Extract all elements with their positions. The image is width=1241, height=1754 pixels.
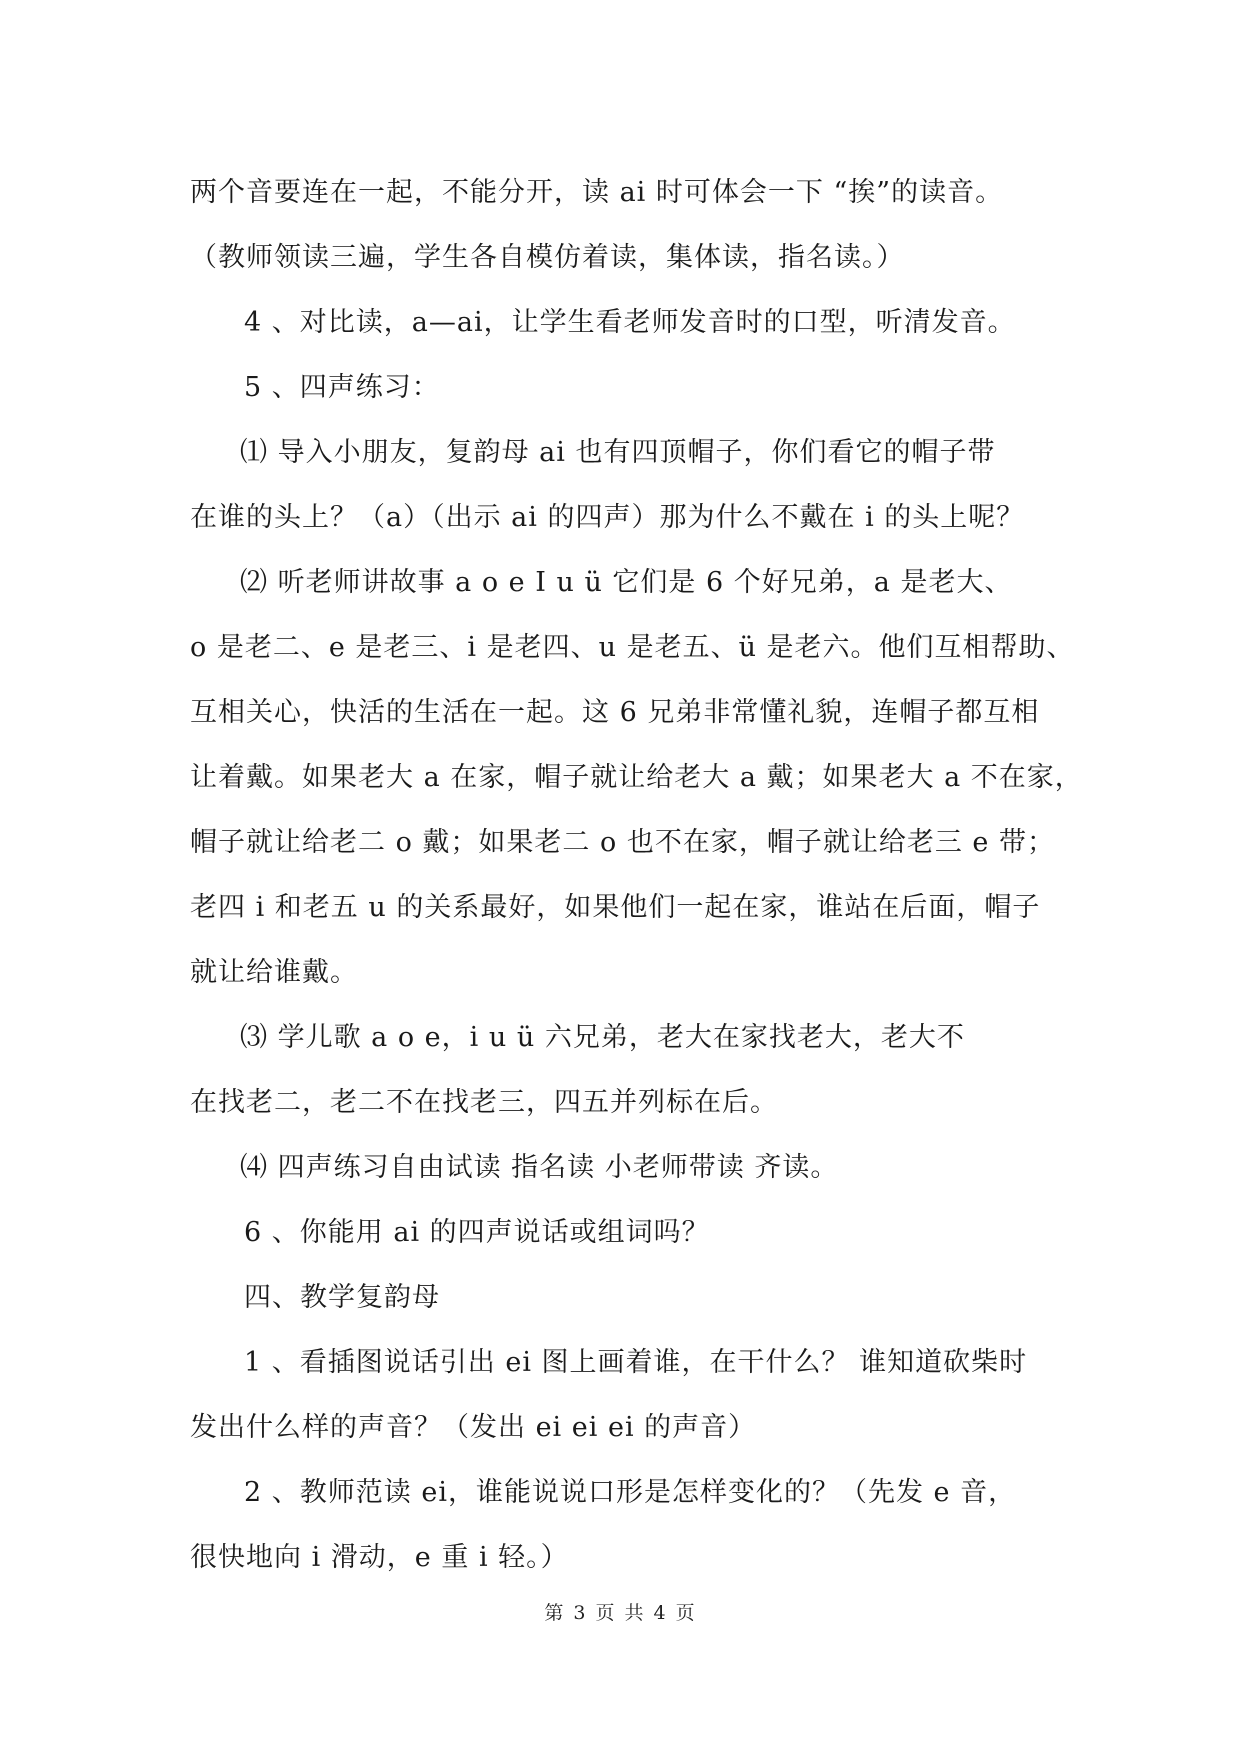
text-line: 帽子就让给老二 o 戴；如果老二 o 也不在家，帽子就让给老三 e 带； [190,827,1055,858]
page-number: 第 3 页 共 4 页 [544,1602,697,1624]
text-line: 4 、对比读，a—ai，让学生看老师发音时的口型，听清发音。 [244,307,1016,338]
text-line: 很快地向 i 滑动，e 重 i 轻。） [190,1542,569,1573]
text-line: o 是老二、e 是老三、i 是老四、u 是老五、ü 是老六。他们互相帮助、 [190,632,1075,663]
text-line: 就让给谁戴。 [190,957,358,988]
text-line: 2 、教师范读 ei，谁能说说口形是怎样变化的？（先发 e 音， [244,1477,1017,1508]
text-line: ⑷ 四声练习自由试读 指名读 小老师带读 齐读。 [240,1152,839,1183]
text-line: 在找老二，老二不在找老三，四五并列标在后。 [190,1087,778,1118]
text-line: 老四 i 和老五 u 的关系最好，如果他们一起在家，谁站在后面，帽子 [190,892,1041,923]
text-line: 互相关心，快活的生活在一起。这 6 兄弟非常懂礼貌，连帽子都互相 [190,697,1040,728]
text-line: 让着戴。如果老大 a 在家，帽子就让给老大 a 戴；如果老大 a 不在家， [190,762,1083,793]
text-line: 发出什么样的声音？（发出 ei ei ei 的声音） [190,1412,757,1443]
text-line: 四、教学复韵母 [244,1282,440,1313]
text-line: 5 、四声练习： [244,372,440,403]
text-line: 在谁的头上？（a）（出示 ai 的四声）那为什么不戴在 i 的头上呢？ [190,502,1025,533]
text-line: （教师领读三遍，学生各自模仿着读，集体读，指名读。） [190,242,905,273]
text-line: 两个音要连在一起，不能分开，读 ai 时可体会一下 “挨”的读音。 [190,177,1004,208]
text-line: ⑵ 听老师讲故事 a o e I u ü 它们是 6 个好兄弟，a 是老大、 [240,567,1013,598]
text-line: ⑴ 导入小朋友，复韵母 ai 也有四顶帽子，你们看它的帽子带 [240,437,996,468]
text-line: 1 、看插图说话引出 ei 图上画着谁，在干什么？ 谁知道砍柴时 [244,1347,1028,1378]
document-body [190,160,1083,1590]
text-line: 6 、你能用 ai 的四声说话或组词吗？ [244,1217,710,1248]
text-line: ⑶ 学儿歌 a o e，i u ü 六兄弟，老大在家找老大，老大不 [240,1022,965,1053]
